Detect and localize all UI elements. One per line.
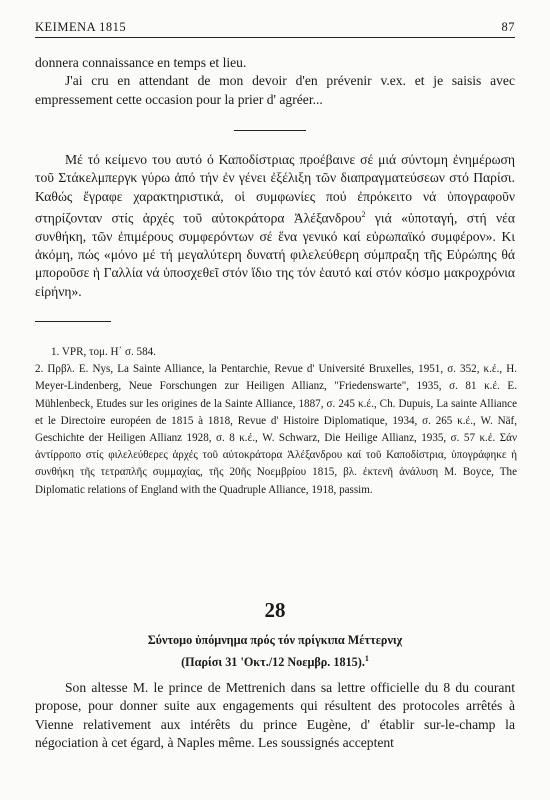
french-paragraph: J'ai cru en attendant de mon devoir d'en prévenir v.ex. et je saisis avec empressement cette occasion pour la prier d' agréer... [35, 73, 515, 107]
document-date: (Παρίσι 31 'Οκτ./12 Νοεμβρ. 1815). [181, 655, 365, 670]
footnote-ref-2: 2 [361, 209, 366, 219]
page-number: 87 [501, 20, 515, 34]
french-continuation [35, 54, 515, 109]
document-body-text: Son altesse M. le prince de Mettrenich dans sa lettre officielle du 8 du courant propose, pour donner suite aux engagements qui résultent des protocoles arrêtés à Vienne relativement aux intérêts du prince Eugène, d' établir sur-le-champ la négociation à cet égard, à Naples même. Les soussignés acceptent [35, 680, 515, 750]
footnotes [35, 344, 517, 499]
running-title: ΚΕΙΜΕΝΑ 1815 [35, 20, 127, 34]
footnote-rule [35, 321, 111, 322]
greek-paragraph [35, 151, 515, 301]
french-line: donnera connaissance en temps et lieu. [35, 55, 247, 70]
document-subtitle [0, 650, 550, 671]
section-separator [234, 130, 306, 131]
document-number: 28 [264, 598, 286, 622]
greek-text-part2: γιά «ὑποταγή, στή νέα συνθήκη, τῶν ἐπιμέρους συμφερόντων σέ ἕνα γενικό καί εὐρωπαϊκό συμφέρον». Κι ἀκόμη, πώς «μόνο μέ τή μεγαλύτερη δυνατή φιλελεύθερη σύμπραξη τῆς Εὐρώπης θά μποροῦσε ἡ Γαλλία νά ὑποσχεθεῖ στόν ἴδιο της τόν ἑαυτό καί στόν κόσμο μακροχρόνια εἰρήνη». [35, 210, 515, 299]
running-header [35, 20, 515, 38]
footnote-2: 2. Πρβλ. E. Nys, La Sainte Alliance, la Pentarchie, Revue d' Université Bruxelles, 1951, σ. 352, κ.έ., H. Meyer-Lindenberg, Neue Forschungen zur Heiligen Allianz, "Friedenswarte", 1935, σ. 81 κ.έ. E. Mühlenbeck, Etudes sur les origines de la Sainte Alliance, 1887, σ. 245 κ.έ., Ch. Dupuis, La sainte Alliance et le Directoire européen de 1815 à 1818, Revue d' Histoire Diplomatique, 1934, σ. 265 κ.έ., W. Näf, Geschichte der Heiligen Allianz 1928, σ. 8 κ.έ., W. Schwarz, Die Heilige Allianz, 1935, σ. 57 κ.έ. Σάν ἀντίρροπο στίς φιλελεύθερες ἀρχές τοῦ αὐτοκράτορα Ἀλέξανδρου καί τοῦ Καποδίστρια, ὑπογράφηκε ἡ συνθήκη τῆς τετραπλῆς συμμαχίας, τῆς 20ῆς Νοεμβρίου 1815, βλ. ἐκτενῆ ἀνάλυση M. Boyce, The Diplomatic relations of England with the Quadruple Alliance, 1918, passim. [35, 363, 517, 496]
header-rule [35, 37, 515, 38]
document-title: Σύντομο ὑπόμνημα πρός τόν πρίγκιπα Μέττερνιχ [147, 633, 403, 647]
footnote-1: 1. VPR, τομ. Η΄ σ. 584. [51, 346, 156, 358]
document-body [35, 679, 515, 752]
footnote-ref-1: 1 [364, 654, 369, 663]
greek-text-part1: Μέ τό κείμενο του αυτό ό Καποδίστριας προέβαινε σέ μιά σύντομη ἐνημέρωση τοῦ Στάκελμπεργκ γύρω ἀπό τήν ἐν γένει ἐξέλιξη τῶν διαπραγματεύσεων στό Παρίσι. Καθώς ἔγραφε χαρακτηριστικά, οἱ συμφωνίες πού ἐπρόκειτο νά ὑπογραφοῦν στηρίζονταν στίς ἀρχές τοῦ αὐτοκράτορα Ἀλέξανδρου [35, 152, 515, 226]
